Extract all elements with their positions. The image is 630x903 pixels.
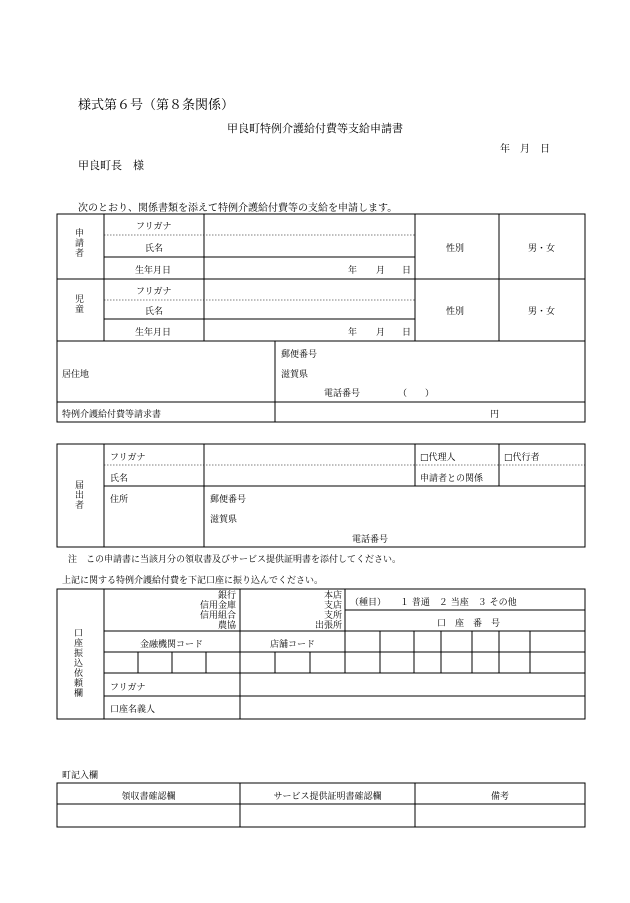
child-name-label: 氏名 (145, 307, 164, 317)
service-cert-check-header: サービス提供証明書確認欄 (273, 792, 382, 802)
residence-phone-label: 電話番号 (324, 389, 361, 399)
account-type-label: （種目） (350, 598, 387, 608)
account-holder-field[interactable] (241, 697, 584, 718)
submitter-phone-label: 電話番号 (352, 535, 389, 545)
submitter-name-field[interactable] (205, 466, 414, 485)
applicant-name-label: 氏名 (145, 244, 164, 254)
child-section-label: 児童 (73, 294, 83, 314)
child-sex-options: 男・女 (528, 307, 556, 317)
applicant-section-label: 申請者 (73, 228, 83, 258)
holder-furigana-field[interactable] (241, 674, 584, 695)
bank-section-label: 口座振込依頼欄 (72, 628, 82, 698)
applicant-birth-year: 年 (348, 266, 358, 276)
submission-date: 年 月 日 (500, 144, 550, 155)
submitter-name-label: 氏名 (110, 474, 129, 484)
submitter-postal-label: 郵便番号 (210, 495, 247, 505)
submitter-relation-label: 申請者との関係 (420, 474, 484, 484)
account-holder-label: 口座名義人 (110, 705, 156, 715)
child-birth-month: 月 (376, 328, 386, 338)
agent-checkbox[interactable]: □代行者 (504, 453, 540, 463)
applicant-name-field[interactable] (205, 236, 414, 256)
submitter-furigana-label: フリガナ (110, 453, 146, 463)
institution-type-credit-union: 信用組合 (199, 611, 236, 621)
institution-types (150, 591, 236, 631)
branch-types (290, 591, 342, 631)
account-number-label: 口 座 番 号 (437, 619, 501, 629)
child-sex-label: 性別 (446, 307, 465, 317)
child-furigana-label: フリガナ (136, 287, 172, 297)
remarks-header: 備考 (490, 792, 509, 802)
branch-type-branch: 支店 (323, 601, 342, 611)
child-birth-day: 日 (402, 328, 412, 338)
branch-code-label: 店舗コード (270, 640, 316, 650)
form-id: 様式第６号（第８条関係） (78, 98, 235, 113)
town-use-label: 町記入欄 (62, 771, 99, 781)
applicant-birth-day: 日 (402, 266, 412, 276)
applicant-birth-label: 生年月日 (135, 266, 172, 276)
document-title: 甲良町特例介護給付費等支給申請書 (227, 122, 403, 135)
branch-type-head: 本店 (323, 591, 342, 601)
child-birth-label: 生年月日 (135, 328, 172, 338)
holder-furigana-label: フリガナ (110, 683, 146, 693)
receipt-check-header: 領収書確認欄 (121, 792, 176, 802)
institution-type-ja: 農協 (217, 621, 236, 631)
child-birth-year: 年 (348, 328, 358, 338)
residence-label: 居住地 (62, 370, 90, 380)
residence-prefecture: 滋賀県 (281, 370, 309, 380)
applicant-furigana-field[interactable] (205, 215, 414, 234)
applicant-furigana-label: フリガナ (136, 222, 172, 232)
proxy-checkbox[interactable]: □代理人 (420, 453, 456, 463)
claim-amount-field[interactable] (276, 403, 484, 421)
claim-unit: 円 (490, 410, 500, 420)
claim-label: 特例介護給付費等請求書 (62, 410, 162, 420)
child-furigana-field[interactable] (205, 280, 414, 299)
institution-type-bank: 銀行 (217, 591, 236, 601)
submitter-furigana-field[interactable] (205, 445, 414, 464)
submitter-prefecture: 滋賀県 (210, 515, 238, 525)
applicant-sex-label: 性別 (446, 244, 465, 254)
submitter-address-label: 住所 (110, 495, 129, 505)
institution-code-label: 金融機関コード (140, 640, 204, 650)
transfer-note: 上記に関する特例介護給付費を下記口座に振り込んでください。 (62, 576, 324, 586)
addressee: 甲良町長 様 (78, 159, 144, 172)
residence-phone-parens: （ ） (398, 389, 435, 399)
applicant-birth-month: 月 (376, 266, 386, 276)
applicant-sex-options: 男・女 (528, 244, 556, 254)
child-name-field[interactable] (205, 301, 414, 318)
branch-type-sub: 支所 (323, 611, 342, 621)
residence-postal-label: 郵便番号 (281, 350, 318, 360)
institution-type-shinkin: 信用金庫 (199, 601, 236, 611)
attachment-note: 注 この申請書に当該月分の領収書及びサービス提供証明書を添付してください。 (68, 555, 402, 565)
branch-type-office: 出張所 (314, 621, 342, 631)
account-type-options: １ 普通 ２ 当座 ３ その他 (400, 598, 517, 608)
submitter-section-label: 届出者 (73, 480, 83, 510)
intro-text: 次のとおり、関係書類を添えて特例介護給付費等の支給を申請します。 (78, 203, 398, 214)
